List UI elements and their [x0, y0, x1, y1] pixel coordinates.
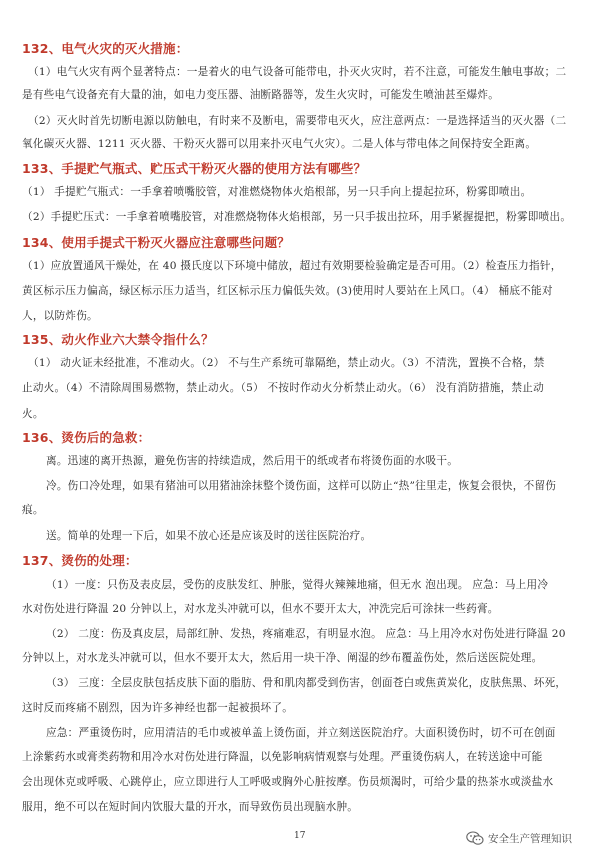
section-137-line-9: 会出现休克或呼吸、心跳停止，应立即进行人工呼吸或胸外心脏按摩。伤员烦渴时，可给少量的热茶水或淡盐水 [22, 776, 554, 788]
section-135-line-1: （1） 动火证未经批准，不准动火。（2） 不与生产系统可靠隔绝，禁止动火。（3）不清洗，置换不合格，禁 [28, 357, 545, 369]
section-137-line-7: 应急：严重烫伤时，应用清洁的毛巾或被单盖上烫伤面，并立刻送医院治疗。大面积烫伤时，切不可在创面 [46, 727, 556, 739]
section-132-line-4: 氧化碳灭火器、1211 灭火器、干粉灭火器可以用来扑灭电气火灾）。二是人体与带电体之间保持安全距离。 [22, 138, 537, 150]
watermark [466, 831, 572, 846]
section-136-line-2: 冷。伤口冷处理，如果有猪油可以用猪油涂抹整个烫伤面，这样可以防止“热”往里走，恢复会很快，不留伤 [46, 480, 557, 492]
section-134-line-3: 人，以防炸伤。 [22, 310, 98, 322]
section-heading-135: 135、动火作业六大禁令指什么？ [22, 332, 214, 347]
section-136-line-1: 离。迅速的离开热源，避免伤害的持续造成，然后用干的纸或者布将烫伤面的水吸干。 [46, 455, 459, 467]
section-heading-136: 136、烫伤后的急救： [22, 430, 151, 445]
section-137-line-10: 服用，绝不可以在短时间内饮服大量的开水，而导致伤员出现脑水肿。 [22, 801, 359, 813]
section-137-line-3: （2） 二度：伤及真皮层，局部红肿、发热，疼痛难忍，有明显水泡。 应急：马上用冷水对伤处进行降温 20 [46, 628, 566, 640]
section-137-line-2: 水对伤处进行降温 20 分钟以上，对水龙头冲就可以，但水不要开太大，冲洗完后可涂抹一些药膏。 [22, 603, 499, 615]
page-number: 17 [294, 831, 306, 841]
section-136-line-4: 送。简单的处理一下后，如果不放心还是应该及时的送往医院治疗。 [46, 530, 372, 542]
section-heading-137: 137、烫伤的处理： [22, 553, 138, 568]
section-132-line-2: 是有些电气设备充有大量的油，如电力变压器、油断路器等，发生火灾时，可能发生喷油甚至爆炸。 [22, 89, 500, 101]
section-137-line-8: 上涂紫药水或膏类药物和用冷水对伤处进行降温，以免影响病情观察与处理。严重烫伤病人，在转送途中可能 [22, 751, 543, 763]
section-heading-133: 133、手提贮气瓶式、贮压式干粉灭火器的使用方法有哪些？ [22, 161, 367, 176]
section-heading-134: 134、使用手提式干粉灭火器应注意哪些问题？ [22, 235, 290, 250]
section-134-line-2: 黄区标示压力偏高，绿区标示压力适当，红区标示压力偏低失效。(3)使用时人要站在上风口。（4） 桶底不能对 [22, 285, 553, 297]
section-136-line-3: 痕。 [22, 504, 44, 516]
section-heading-132: 132、电气火灾的灭火措施： [22, 41, 189, 56]
section-135-line-3: 火。 [22, 408, 44, 420]
section-137-line-4: 分钟以上，对水龙头冲就可以，但水不要开太大，然后用一块干净、阐湿的纱布覆盖伤处，然后送医院处理。 [22, 652, 543, 664]
section-135-line-2: 止动火。（4）不清除周围易燃物，禁止动火。（5） 不按时作动火分析禁止动火。（6） 没有消防措施，禁止动 [22, 382, 544, 394]
section-134-line-1: （1）应放置通风干燥处，在 40 摄氏度以下环境中储放，超过有效期要检验确定是否可用。（2）检查压力指针， [22, 260, 562, 272]
wechat-icon [466, 831, 484, 846]
section-132-line-3: （2）灭火时首先切断电源以防触电，有时来不及断电，需要带电灭火，应注意两点：一是选择适当的灭火器（二 [28, 115, 567, 127]
section-132-line-1: （1）电气火灾有两个显著特点：一是着火的电气设备可能带电，扑灭火灾时，若不注意，可能发生触电事故；二 [28, 66, 567, 78]
section-137-line-6: 这时反而疼痛不剧烈，因为许多神经也都一起被损坏了。 [22, 702, 294, 714]
section-137-line-1: （1）一度：只伤及表皮层，受伤的皮肤发红、肿胀，觉得火辣辣地痛，但无水 泡出现。 应急：马上用冷 [46, 579, 549, 591]
section-137-line-5: （3） 三度：全层皮肤包括皮肤下面的脂肪、骨和肌肉都受到伤害，创面苍白或焦黄炭化，皮肤焦黑、坏死， [46, 677, 567, 689]
section-133-line-1: （1） 手提贮气瓶式：一手拿着喷嘴胶管，对准燃烧物体火焰根部，另一只手向上提起拉环，粉雾即喷出。 [22, 186, 532, 198]
watermark-text: 安全生产管理知识 [488, 833, 572, 845]
section-133-line-2: （2）手提贮压式：一手拿着喷嘴胶管，对准燃烧物体火焰根部，另一只手拔出拉环，用手紧握提把，粉雾即喷出。 [22, 211, 572, 223]
